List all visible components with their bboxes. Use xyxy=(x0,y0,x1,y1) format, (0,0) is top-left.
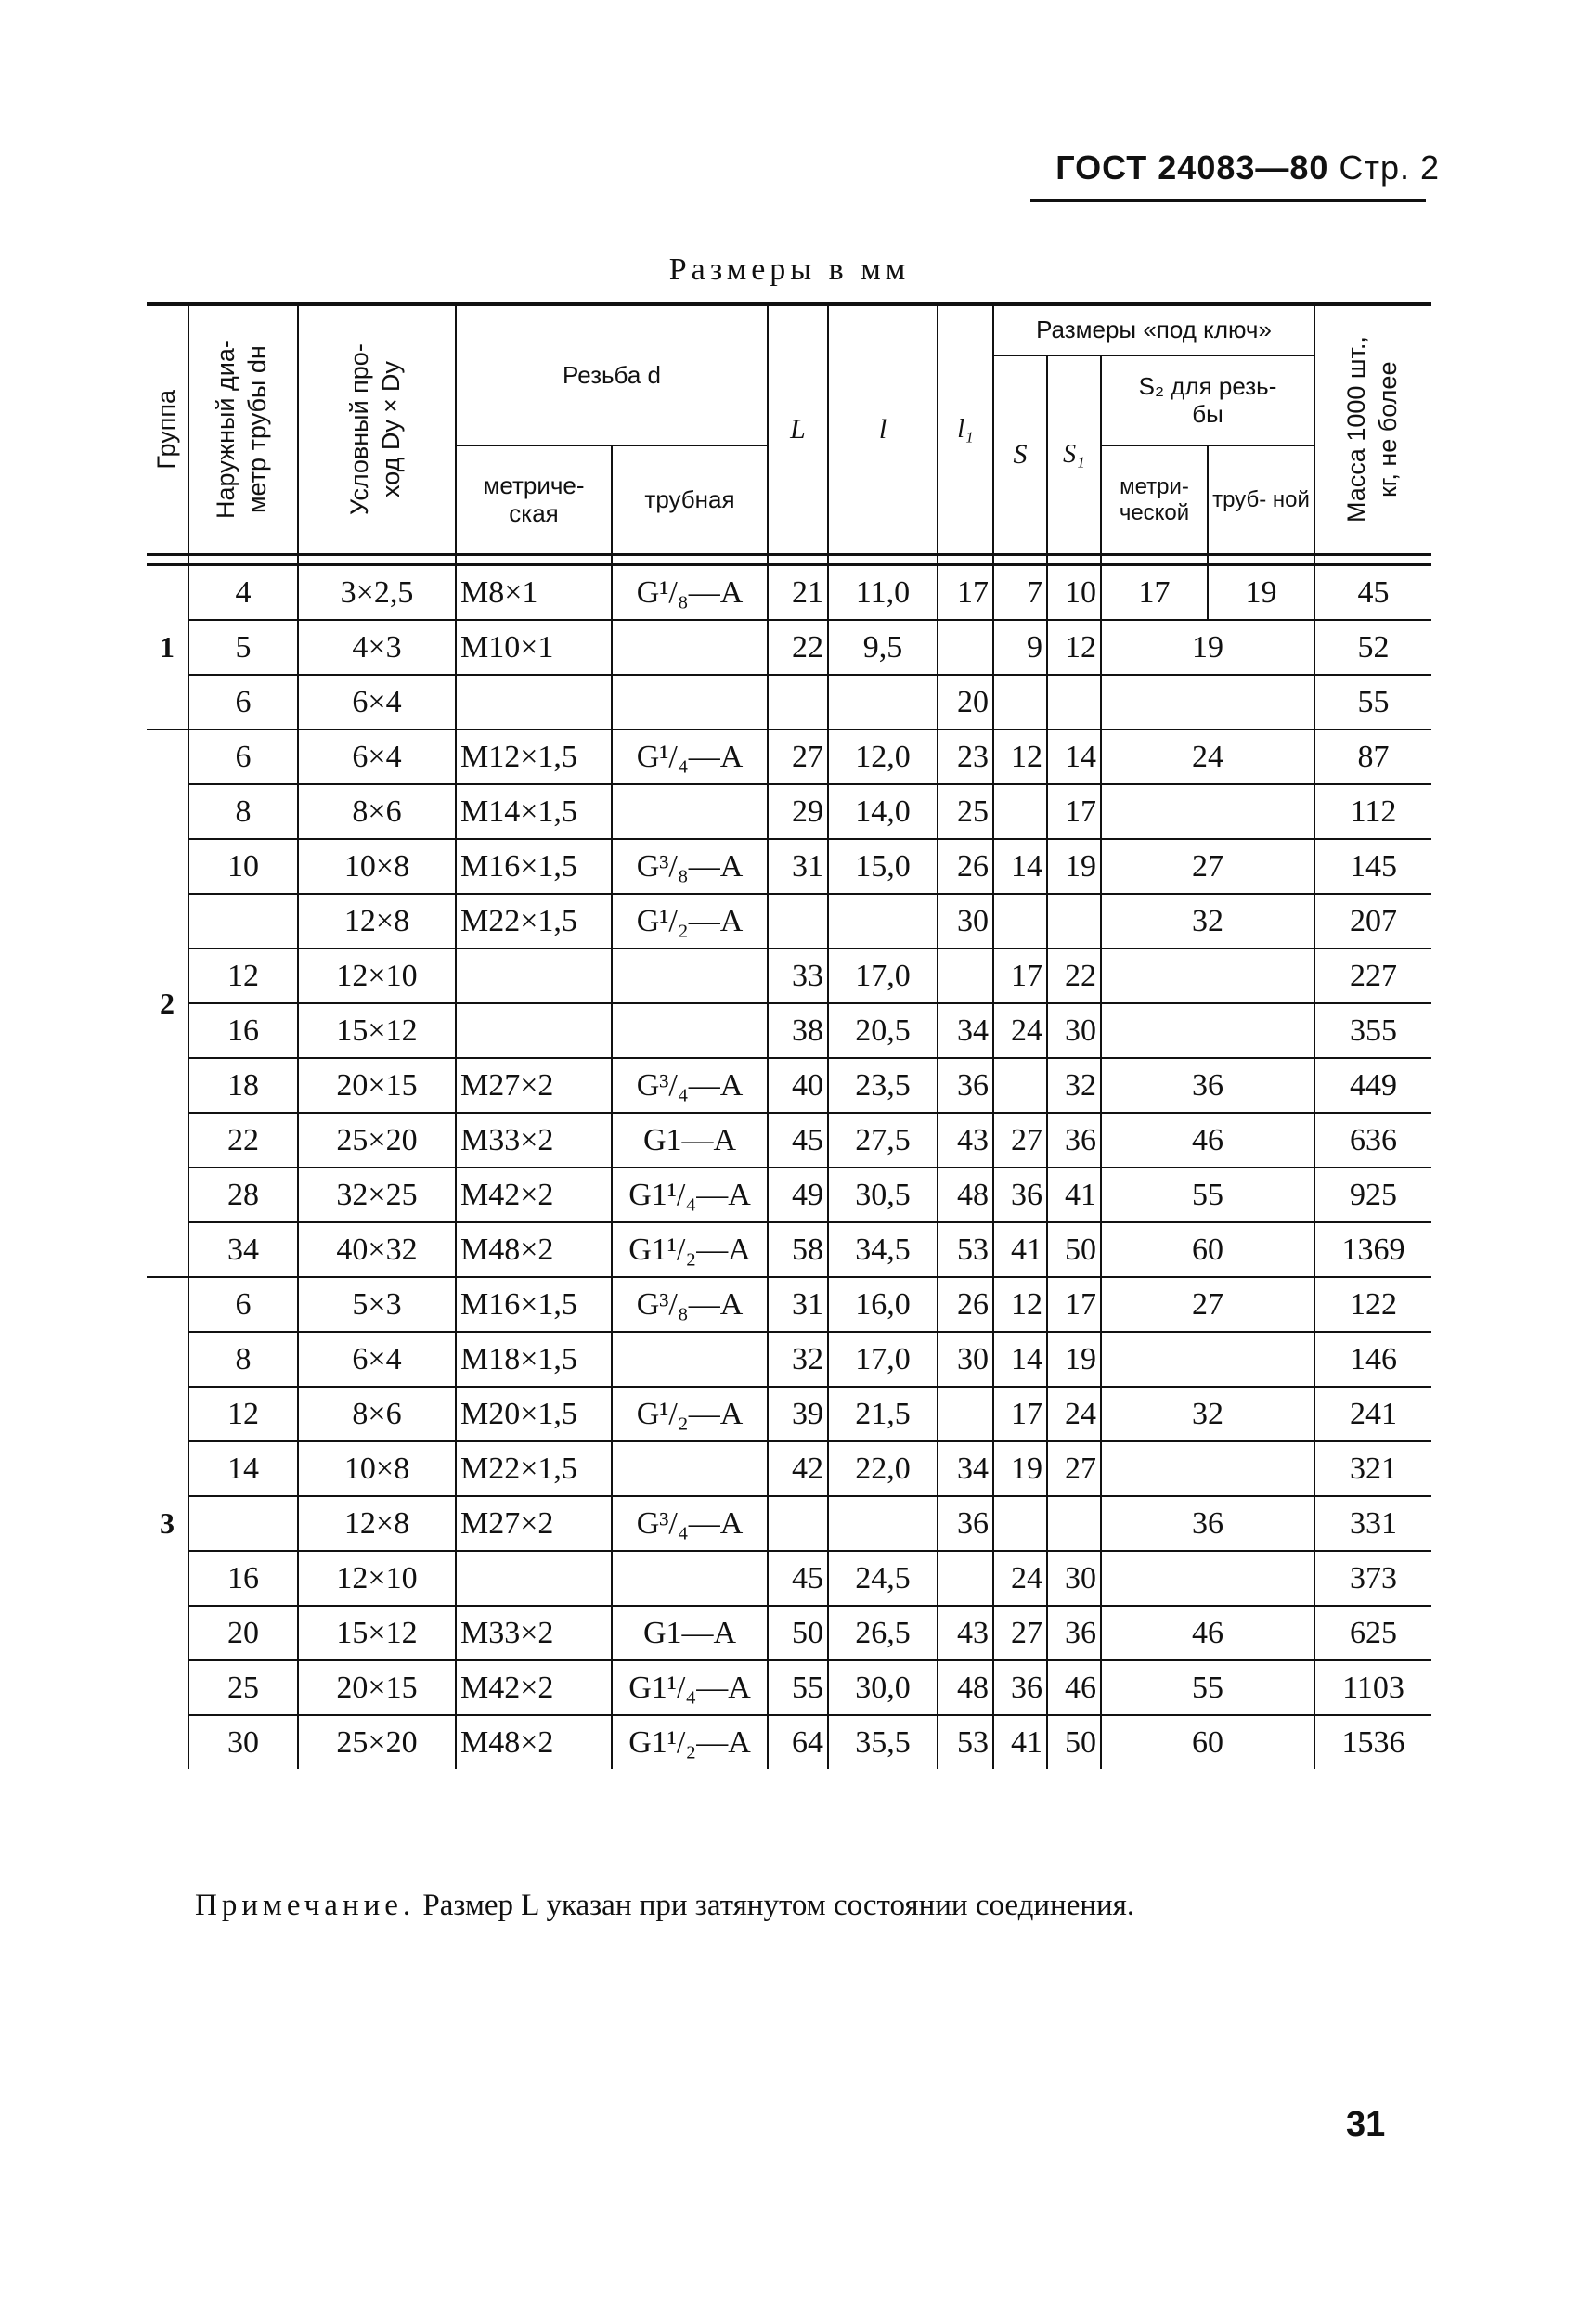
cell-l: 12,0 xyxy=(828,729,938,784)
cell-thread-metric: M48×2 xyxy=(456,1715,612,1769)
cell-outer-diam: 16 xyxy=(188,1551,298,1606)
cell-thread-pipe: G¹/₄—A xyxy=(612,729,768,784)
cell-cond-pass: 4×3 xyxy=(298,620,456,675)
cell-thread-pipe: G1—A xyxy=(612,1606,768,1660)
cell-mass: 146 xyxy=(1314,1332,1431,1387)
cell-S1: 41 xyxy=(1047,1168,1101,1222)
cell-mass: 449 xyxy=(1314,1058,1431,1113)
cell-outer-diam: 18 xyxy=(188,1058,298,1113)
col-S2-pipe: труб- ной xyxy=(1208,445,1314,555)
cell-cond-pass: 25×20 xyxy=(298,1113,456,1168)
cell-S2 xyxy=(1101,949,1314,1003)
cell-cond-pass: 10×8 xyxy=(298,1441,456,1496)
cell-L: 21 xyxy=(768,565,828,621)
dimensions-table xyxy=(147,302,1431,1769)
table-row xyxy=(147,949,1431,1003)
cell-S2: 55 xyxy=(1101,1660,1314,1715)
cell-S: 41 xyxy=(993,1715,1047,1769)
cell-outer-diam: 6 xyxy=(188,729,298,784)
cell-S1 xyxy=(1047,894,1101,949)
cell-outer-diam: 6 xyxy=(188,675,298,729)
cell-outer-diam xyxy=(188,1496,298,1551)
cell-thread-metric xyxy=(456,1551,612,1606)
cell-mass: 1103 xyxy=(1314,1660,1431,1715)
cell-S: 14 xyxy=(993,839,1047,894)
cell-S1: 19 xyxy=(1047,1332,1101,1387)
cell-cond-pass: 5×3 xyxy=(298,1277,456,1332)
cell-S: 12 xyxy=(993,729,1047,784)
cell-S2 xyxy=(1101,675,1314,729)
cell-l1: 25 xyxy=(938,784,993,839)
cell-outer-diam: 5 xyxy=(188,620,298,675)
cell-thread-pipe xyxy=(612,675,768,729)
cell-S2: 60 xyxy=(1101,1222,1314,1277)
cell-l1: 26 xyxy=(938,1277,993,1332)
col-mass: Масса 1000 шт., кг, не более xyxy=(1341,336,1402,523)
cell-mass: 355 xyxy=(1314,1003,1431,1058)
cell-l: 22,0 xyxy=(828,1441,938,1496)
cell-cond-pass: 12×8 xyxy=(298,1496,456,1551)
cell-L: 39 xyxy=(768,1387,828,1441)
table-row xyxy=(147,1332,1431,1387)
cell-cond-pass: 32×25 xyxy=(298,1168,456,1222)
table-row xyxy=(147,675,1431,729)
cell-thread-pipe xyxy=(612,1551,768,1606)
cell-l: 27,5 xyxy=(828,1113,938,1168)
cell-L: 29 xyxy=(768,784,828,839)
cell-S1: 36 xyxy=(1047,1113,1101,1168)
col-wrench: Размеры «под ключ» xyxy=(993,304,1314,356)
cell-mass: 1369 xyxy=(1314,1222,1431,1277)
cell-outer-diam: 12 xyxy=(188,949,298,1003)
cell-outer-diam: 14 xyxy=(188,1441,298,1496)
cell-cond-pass: 15×12 xyxy=(298,1003,456,1058)
page-number: 31 xyxy=(1346,2105,1386,2144)
table-row xyxy=(147,1387,1431,1441)
dimensions-table-wrap xyxy=(147,302,1431,1898)
cell-S1: 46 xyxy=(1047,1660,1101,1715)
col-S: S xyxy=(993,355,1047,555)
col-l: l xyxy=(828,304,938,555)
cell-thread-metric: M42×2 xyxy=(456,1660,612,1715)
cell-L: 22 xyxy=(768,620,828,675)
col-S2: S₂ для резь- бы xyxy=(1101,355,1314,445)
standard-number: ГОСТ 24083—80 xyxy=(1055,148,1329,187)
cell-l: 15,0 xyxy=(828,839,938,894)
cell-thread-metric: M10×1 xyxy=(456,620,612,675)
cell-l xyxy=(828,894,938,949)
cell-outer-diam: 22 xyxy=(188,1113,298,1168)
col-cond-pass: Условный про- ход Dу×Dу xyxy=(345,343,405,516)
cell-outer-diam: 8 xyxy=(188,1332,298,1387)
cell-S1: 30 xyxy=(1047,1003,1101,1058)
cell-S1: 14 xyxy=(1047,729,1101,784)
table-row xyxy=(147,894,1431,949)
cell-S: 36 xyxy=(993,1168,1047,1222)
table-note xyxy=(195,1889,1134,1923)
cell-cond-pass: 12×10 xyxy=(298,1551,456,1606)
cell-l: 30,0 xyxy=(828,1660,938,1715)
cell-thread-metric: M42×2 xyxy=(456,1168,612,1222)
cell-L: 45 xyxy=(768,1551,828,1606)
cell-l1 xyxy=(938,1551,993,1606)
cell-thread-pipe: G¹/₈—A xyxy=(612,565,768,621)
cell-S xyxy=(993,1496,1047,1551)
cell-l: 20,5 xyxy=(828,1003,938,1058)
table-row xyxy=(147,1058,1431,1113)
cell-mass: 321 xyxy=(1314,1441,1431,1496)
cell-L: 31 xyxy=(768,839,828,894)
cell-cond-pass: 6×4 xyxy=(298,675,456,729)
cell-thread-pipe: G1¹/₂—A xyxy=(612,1222,768,1277)
cell-S1: 19 xyxy=(1047,839,1101,894)
cell-S1: 17 xyxy=(1047,1277,1101,1332)
table-row xyxy=(147,1496,1431,1551)
cell-thread-pipe xyxy=(612,1441,768,1496)
cell-thread-pipe: G1¹/₂—A xyxy=(612,1715,768,1769)
cell-L: 64 xyxy=(768,1715,828,1769)
note-lead: Примечание. xyxy=(195,1889,416,1922)
cell-outer-diam: 34 xyxy=(188,1222,298,1277)
cell-cond-pass: 25×20 xyxy=(298,1715,456,1769)
table-row xyxy=(147,1441,1431,1496)
cell-S1: 22 xyxy=(1047,949,1101,1003)
cell-thread-pipe xyxy=(612,784,768,839)
cell-S1: 32 xyxy=(1047,1058,1101,1113)
cell-L: 32 xyxy=(768,1332,828,1387)
cell-l xyxy=(828,1496,938,1551)
cell-outer-diam: 25 xyxy=(188,1660,298,1715)
cell-S: 17 xyxy=(993,1387,1047,1441)
cell-L xyxy=(768,894,828,949)
col-L: L xyxy=(768,304,828,555)
cell-thread-metric: M18×1,5 xyxy=(456,1332,612,1387)
cell-S: 41 xyxy=(993,1222,1047,1277)
cell-l1: 26 xyxy=(938,839,993,894)
cell-mass: 227 xyxy=(1314,949,1431,1003)
table-row xyxy=(147,1660,1431,1715)
cell-thread-metric: M27×2 xyxy=(456,1496,612,1551)
cell-thread-metric: M16×1,5 xyxy=(456,1277,612,1332)
cell-S2: 19 xyxy=(1101,620,1314,675)
cell-S1: 27 xyxy=(1047,1441,1101,1496)
cell-mass: 112 xyxy=(1314,784,1431,839)
cell-thread-metric: M22×1,5 xyxy=(456,894,612,949)
cell-mass: 1536 xyxy=(1314,1715,1431,1769)
table-row xyxy=(147,620,1431,675)
cell-thread-metric: M20×1,5 xyxy=(456,1387,612,1441)
cell-l1: 30 xyxy=(938,894,993,949)
cell-thread-pipe xyxy=(612,949,768,1003)
cell-L: 58 xyxy=(768,1222,828,1277)
table-row xyxy=(147,1551,1431,1606)
cell-S2 xyxy=(1101,1551,1314,1606)
cell-S2: 60 xyxy=(1101,1715,1314,1769)
cell-l: 17,0 xyxy=(828,1332,938,1387)
col-outer-diam: Наружный диа- метр трубы dн xyxy=(212,340,271,520)
table-row xyxy=(147,565,1431,621)
cell-l: 11,0 xyxy=(828,565,938,621)
cell-S2: 36 xyxy=(1101,1496,1314,1551)
cell-thread-metric: M16×1,5 xyxy=(456,839,612,894)
table-row xyxy=(147,1168,1431,1222)
cell-l1: 53 xyxy=(938,1715,993,1769)
cell-cond-pass: 8×6 xyxy=(298,784,456,839)
cell-l1: 43 xyxy=(938,1113,993,1168)
group-cell: 2 xyxy=(147,729,188,1277)
cell-S2: 46 xyxy=(1101,1606,1314,1660)
table-row xyxy=(147,729,1431,784)
cell-l: 35,5 xyxy=(828,1715,938,1769)
cell-l: 24,5 xyxy=(828,1551,938,1606)
cell-l1: 23 xyxy=(938,729,993,784)
cell-L: 38 xyxy=(768,1003,828,1058)
cell-l1: 34 xyxy=(938,1003,993,1058)
table-row xyxy=(147,1606,1431,1660)
cell-outer-diam: 8 xyxy=(188,784,298,839)
col-group: Группа xyxy=(152,390,181,470)
cell-S: 19 xyxy=(993,1441,1047,1496)
cell-l1 xyxy=(938,1387,993,1441)
table-row xyxy=(147,1222,1431,1277)
cell-thread-pipe xyxy=(612,1003,768,1058)
cell-L: 55 xyxy=(768,1660,828,1715)
cell-l1: 30 xyxy=(938,1332,993,1387)
cell-l1: 48 xyxy=(938,1168,993,1222)
cell-S2: 24 xyxy=(1101,729,1314,784)
cell-cond-pass: 6×4 xyxy=(298,1332,456,1387)
cell-outer-diam: 12 xyxy=(188,1387,298,1441)
cell-l: 14,0 xyxy=(828,784,938,839)
cell-l1: 43 xyxy=(938,1606,993,1660)
cell-S1: 36 xyxy=(1047,1606,1101,1660)
cell-S: 24 xyxy=(993,1551,1047,1606)
cell-S1: 50 xyxy=(1047,1222,1101,1277)
cell-thread-pipe xyxy=(612,620,768,675)
cell-thread-pipe: G³/₄—A xyxy=(612,1058,768,1113)
cell-S2 xyxy=(1101,1441,1314,1496)
cell-S1: 10 xyxy=(1047,565,1101,621)
cell-L: 33 xyxy=(768,949,828,1003)
cell-mass: 373 xyxy=(1314,1551,1431,1606)
cell-l: 34,5 xyxy=(828,1222,938,1277)
cell-l: 9,5 xyxy=(828,620,938,675)
cell-thread-metric: M22×1,5 xyxy=(456,1441,612,1496)
table-row xyxy=(147,1003,1431,1058)
cell-l xyxy=(828,675,938,729)
cell-S1 xyxy=(1047,675,1101,729)
col-S1: S₁ xyxy=(1047,355,1101,555)
cell-outer-diam: 6 xyxy=(188,1277,298,1332)
table-caption: Размеры в мм xyxy=(668,252,911,287)
cell-cond-pass: 3×2,5 xyxy=(298,565,456,621)
cell-thread-pipe: G1¹/₄—A xyxy=(612,1660,768,1715)
cell-mass: 87 xyxy=(1314,729,1431,784)
cell-l1: 36 xyxy=(938,1058,993,1113)
cell-mass: 241 xyxy=(1314,1387,1431,1441)
cell-outer-diam: 16 xyxy=(188,1003,298,1058)
cell-l1 xyxy=(938,620,993,675)
cell-L: 31 xyxy=(768,1277,828,1332)
cell-S2 xyxy=(1101,1003,1314,1058)
cell-l1: 36 xyxy=(938,1496,993,1551)
cell-thread-metric xyxy=(456,949,612,1003)
cell-S2: 27 xyxy=(1101,1277,1314,1332)
cell-mass: 122 xyxy=(1314,1277,1431,1332)
cell-mass: 625 xyxy=(1314,1606,1431,1660)
col-thread-pipe: трубная xyxy=(612,445,768,555)
cell-cond-pass: 6×4 xyxy=(298,729,456,784)
cell-cond-pass: 12×8 xyxy=(298,894,456,949)
cell-S: 24 xyxy=(993,1003,1047,1058)
cell-S: 12 xyxy=(993,1277,1047,1332)
cell-l: 16,0 xyxy=(828,1277,938,1332)
cell-mass: 45 xyxy=(1314,565,1431,621)
cell-thread-pipe: G1—A xyxy=(612,1113,768,1168)
cell-l: 17,0 xyxy=(828,949,938,1003)
cell-thread-pipe: G³/₈—A xyxy=(612,1277,768,1332)
cell-thread-pipe: G1¹/₄—A xyxy=(612,1168,768,1222)
cell-S: 7 xyxy=(993,565,1047,621)
table-row xyxy=(147,1113,1431,1168)
col-thread-metric: метриче- ская xyxy=(456,445,612,555)
cell-thread-pipe xyxy=(612,1332,768,1387)
cell-mass: 207 xyxy=(1314,894,1431,949)
cell-S: 9 xyxy=(993,620,1047,675)
cell-mass: 52 xyxy=(1314,620,1431,675)
group-cell: 3 xyxy=(147,1277,188,1769)
cell-thread-pipe: G¹/₂—A xyxy=(612,894,768,949)
cell-mass: 145 xyxy=(1314,839,1431,894)
cell-S1: 12 xyxy=(1047,620,1101,675)
cell-thread-metric xyxy=(456,675,612,729)
cell-S: 14 xyxy=(993,1332,1047,1387)
cell-S1: 17 xyxy=(1047,784,1101,839)
page-header xyxy=(1055,148,1440,187)
cell-l: 30,5 xyxy=(828,1168,938,1222)
cell-S2: 27 xyxy=(1101,839,1314,894)
cell-l: 23,5 xyxy=(828,1058,938,1113)
cell-S2: 36 xyxy=(1101,1058,1314,1113)
cell-thread-pipe: G³/₄—A xyxy=(612,1496,768,1551)
cell-S2: 55 xyxy=(1101,1168,1314,1222)
cell-S xyxy=(993,1058,1047,1113)
table-row xyxy=(147,1715,1431,1769)
cell-L: 40 xyxy=(768,1058,828,1113)
cell-mass: 925 xyxy=(1314,1168,1431,1222)
cell-S xyxy=(993,675,1047,729)
cell-S1: 24 xyxy=(1047,1387,1101,1441)
cell-l: 26,5 xyxy=(828,1606,938,1660)
cell-S: 36 xyxy=(993,1660,1047,1715)
cell-S: 27 xyxy=(993,1606,1047,1660)
cell-S xyxy=(993,784,1047,839)
cell-cond-pass: 10×8 xyxy=(298,839,456,894)
cell-l1: 20 xyxy=(938,675,993,729)
cell-thread-pipe: G¹/₂—A xyxy=(612,1387,768,1441)
cell-l1: 34 xyxy=(938,1441,993,1496)
note-text: Размер L указан при затянутом состоянии соединения. xyxy=(422,1889,1135,1922)
table-head xyxy=(147,304,1431,555)
cell-cond-pass: 12×10 xyxy=(298,949,456,1003)
group-cell: 1 xyxy=(147,565,188,730)
cell-S2: 32 xyxy=(1101,1387,1314,1441)
cell-S xyxy=(993,894,1047,949)
cell-S2: 32 xyxy=(1101,894,1314,949)
cell-S2 xyxy=(1101,1332,1314,1387)
cell-thread-metric: M14×1,5 xyxy=(456,784,612,839)
cell-mass: 331 xyxy=(1314,1496,1431,1551)
page-label: Стр. 2 xyxy=(1339,148,1440,187)
cell-l1: 17 xyxy=(938,565,993,621)
cell-outer-diam: 4 xyxy=(188,565,298,621)
cell-thread-metric: M48×2 xyxy=(456,1222,612,1277)
cell-thread-metric xyxy=(456,1003,612,1058)
cell-S1 xyxy=(1047,1496,1101,1551)
cell-cond-pass: 15×12 xyxy=(298,1606,456,1660)
cell-L: 50 xyxy=(768,1606,828,1660)
cell-L: 45 xyxy=(768,1113,828,1168)
cell-thread-metric: M12×1,5 xyxy=(456,729,612,784)
col-S2-metric: метри- ческой xyxy=(1101,445,1208,555)
header-rule xyxy=(1030,199,1426,202)
cell-outer-diam xyxy=(188,894,298,949)
cell-L: 27 xyxy=(768,729,828,784)
cell-l1: 48 xyxy=(938,1660,993,1715)
cell-S: 17 xyxy=(993,949,1047,1003)
cell-S1: 50 xyxy=(1047,1715,1101,1769)
cell-mass: 55 xyxy=(1314,675,1431,729)
cell-thread-metric: M27×2 xyxy=(456,1058,612,1113)
cell-l: 21,5 xyxy=(828,1387,938,1441)
col-l1: l₁ xyxy=(938,304,993,555)
cell-cond-pass: 20×15 xyxy=(298,1660,456,1715)
cell-L xyxy=(768,1496,828,1551)
cell-cond-pass: 8×6 xyxy=(298,1387,456,1441)
cell-S: 27 xyxy=(993,1113,1047,1168)
cell-S1: 30 xyxy=(1047,1551,1101,1606)
table-row xyxy=(147,784,1431,839)
cell-thread-metric: M33×2 xyxy=(456,1606,612,1660)
cell-S2-pipe: 19 xyxy=(1208,565,1314,621)
table-body xyxy=(147,555,1431,1770)
cell-l1 xyxy=(938,949,993,1003)
cell-S2-metric: 17 xyxy=(1101,565,1208,621)
cell-outer-diam: 20 xyxy=(188,1606,298,1660)
table-row xyxy=(147,1277,1431,1332)
cell-l1: 53 xyxy=(938,1222,993,1277)
cell-L xyxy=(768,675,828,729)
cell-outer-diam: 28 xyxy=(188,1168,298,1222)
cell-mass: 636 xyxy=(1314,1113,1431,1168)
cell-S2: 46 xyxy=(1101,1113,1314,1168)
cell-cond-pass: 40×32 xyxy=(298,1222,456,1277)
cell-outer-diam: 10 xyxy=(188,839,298,894)
cell-thread-metric: M8×1 xyxy=(456,565,612,621)
cell-L: 49 xyxy=(768,1168,828,1222)
cell-outer-diam: 30 xyxy=(188,1715,298,1769)
cell-S2 xyxy=(1101,784,1314,839)
cell-cond-pass: 20×15 xyxy=(298,1058,456,1113)
cell-thread-pipe: G³/₈—A xyxy=(612,839,768,894)
col-thread: Резьба d xyxy=(456,304,768,446)
cell-thread-metric: M33×2 xyxy=(456,1113,612,1168)
table-row xyxy=(147,839,1431,894)
cell-L: 42 xyxy=(768,1441,828,1496)
